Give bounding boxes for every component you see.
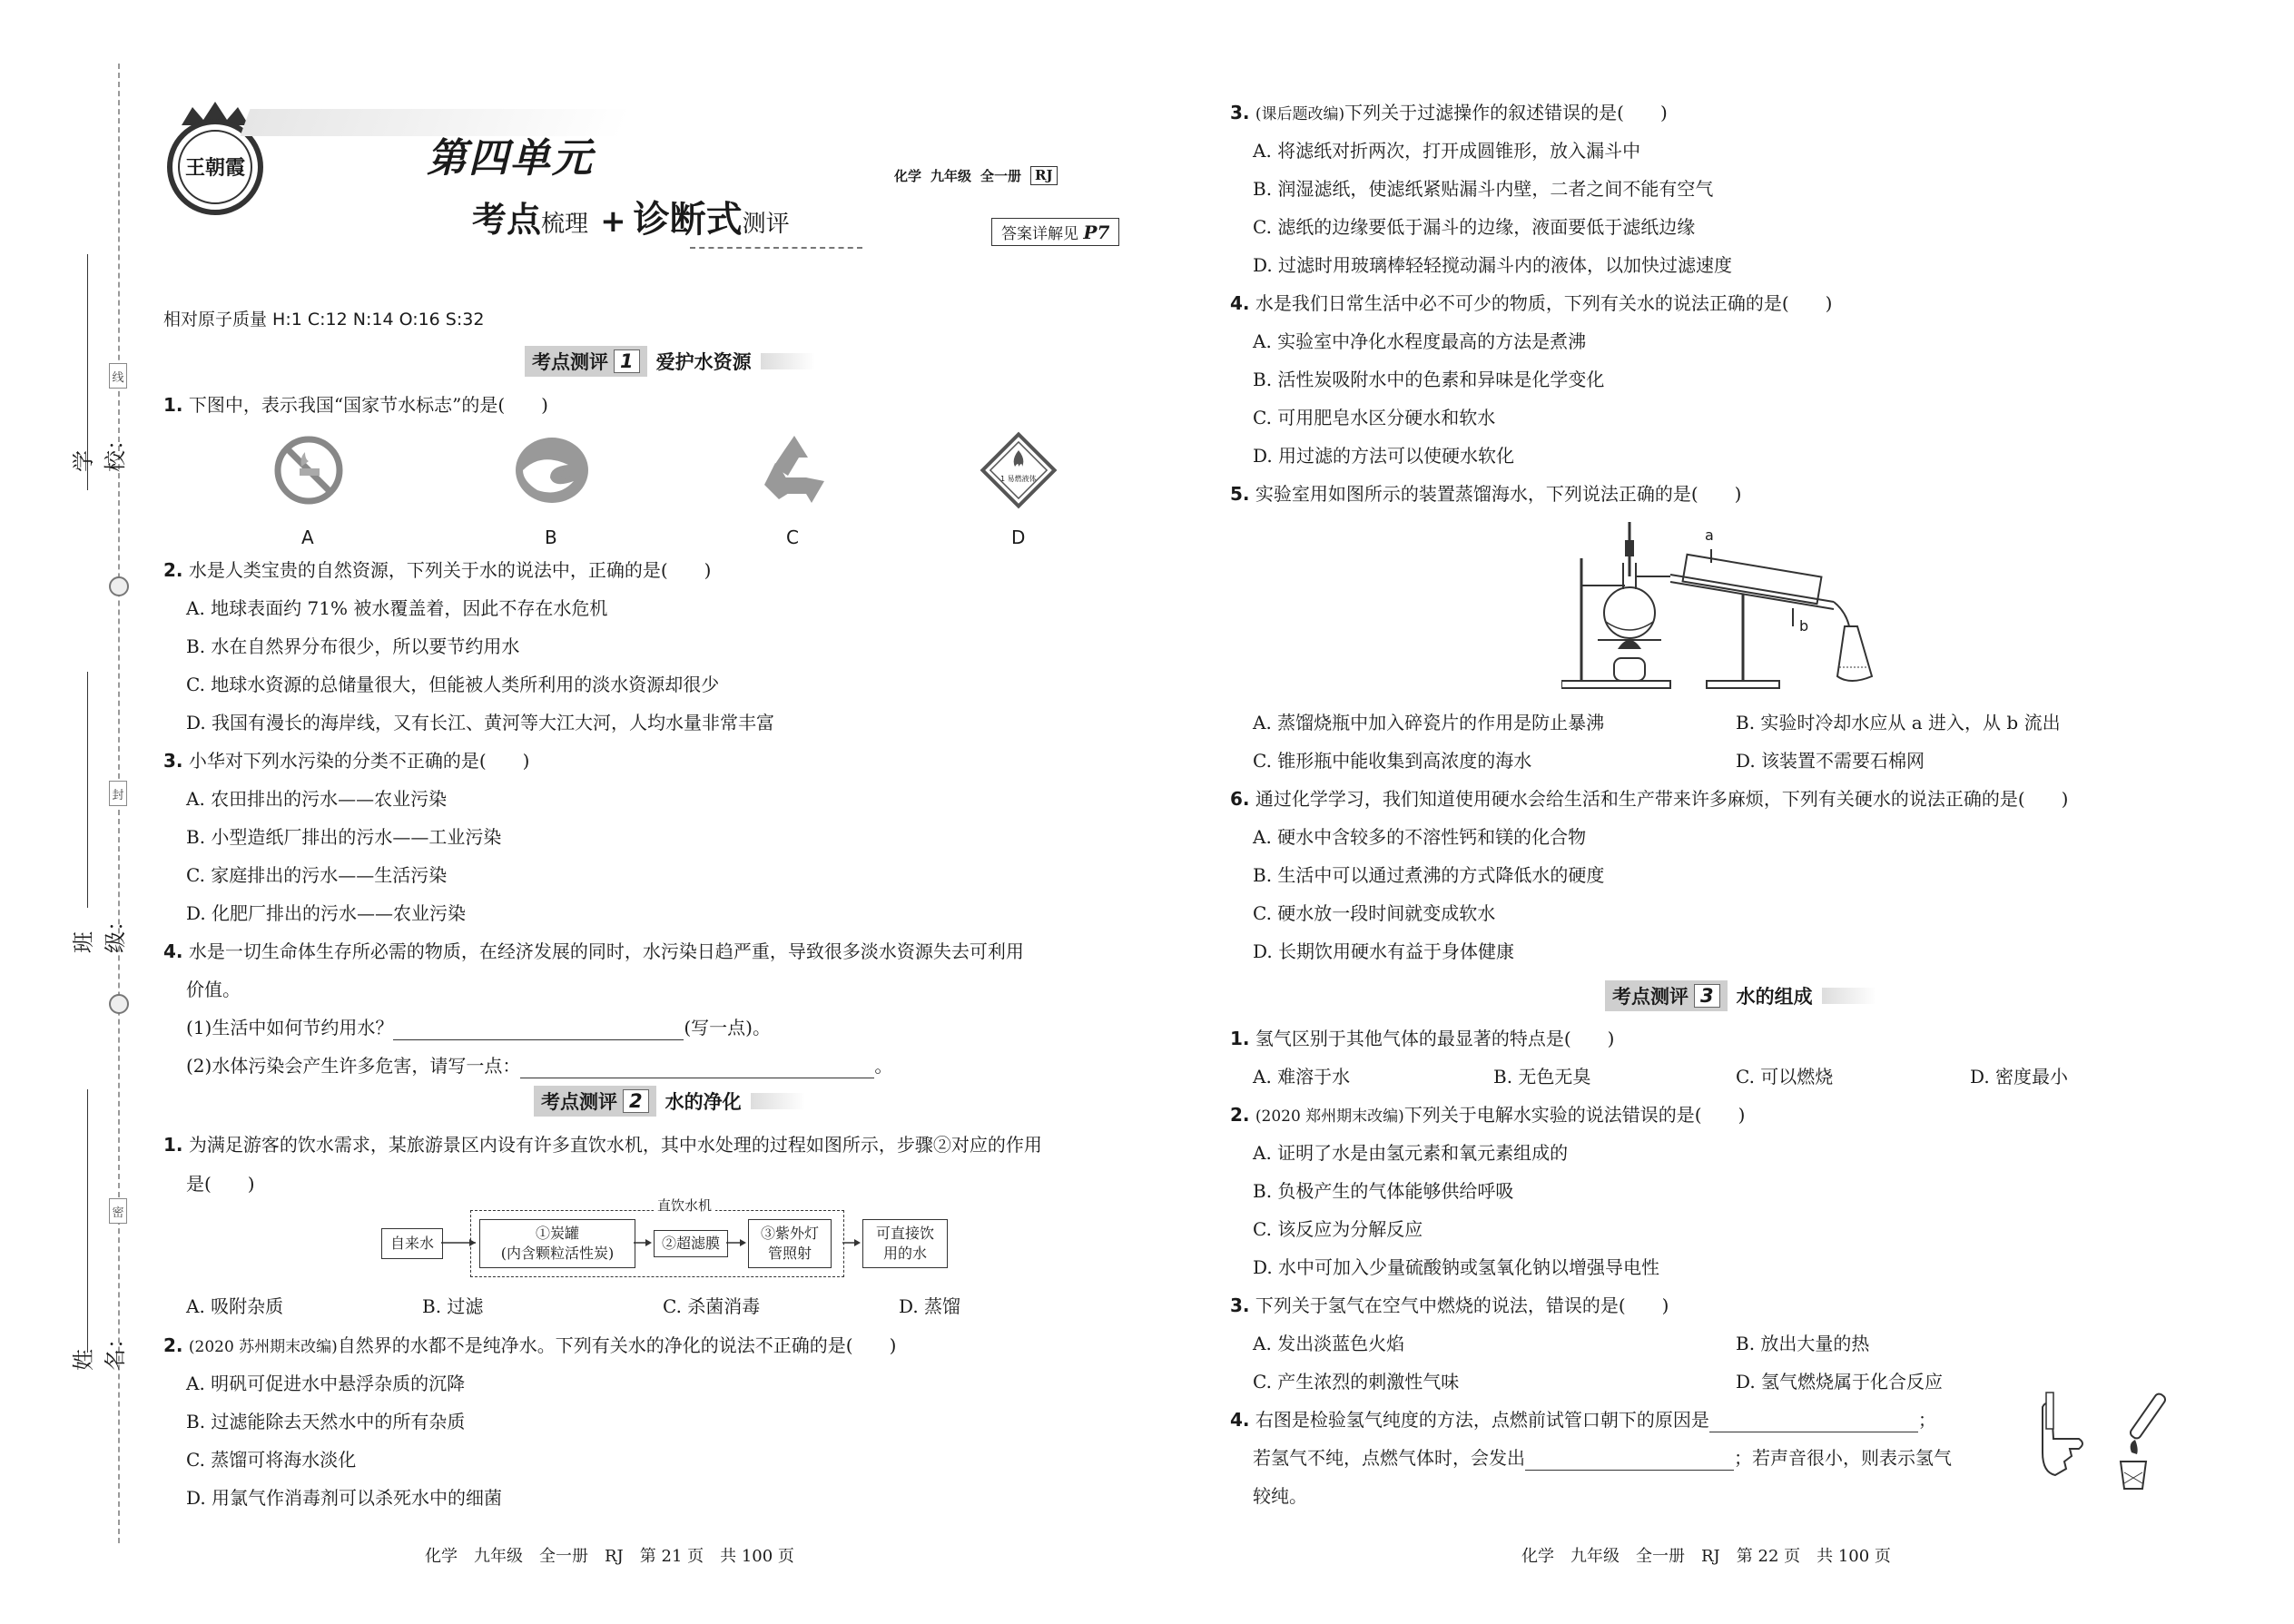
distillation-apparatus-icon <box>1561 522 1906 694</box>
subtitle-zhenduan: 诊断式 <box>633 199 743 241</box>
option: D. 水中可加入少量硫酸钠或氢氧化钠以增强导电性 <box>1253 1256 1660 1278</box>
school-label: 学校： <box>71 428 128 472</box>
question-text-cont: 较纯。 <box>1253 1485 1307 1507</box>
question-text: 5. 实验室用如图所示的装置蒸馏海水，下列说法正确的是( ) <box>1230 483 1742 505</box>
option: B. 无色无臭 <box>1493 1066 1591 1088</box>
flow-step1: ①炭罐 (内含颗粒活性炭) <box>479 1219 635 1268</box>
option: C. 杀菌消毒 <box>663 1295 761 1317</box>
name-label: 姓名： <box>71 1327 128 1371</box>
binding-margin <box>0 0 163 1624</box>
question-text: 4. 水是我们日常生活中必不可少的物质，下列有关水的说法正确的是( ) <box>1230 292 1833 314</box>
section-title: 水的净化 <box>665 1091 742 1113</box>
flow-diagram <box>381 1197 962 1284</box>
label-b: b <box>1799 617 1809 635</box>
option: D. 我国有漫长的海岸线，又有长江、黄河等大江大河，人均水量非常丰富 <box>186 712 775 733</box>
section-decoration <box>761 353 815 369</box>
option: C. 硬水放一段时间就变成软水 <box>1253 902 1496 924</box>
page-footer-left: 化学 九年级 全一册 RJ 第 21 页 共 100 页 <box>425 1547 794 1566</box>
option: D. 蒸馏 <box>899 1295 961 1317</box>
option: C. 该反应为分解反应 <box>1253 1218 1423 1240</box>
question-text-cont: 价值。 <box>186 979 241 1000</box>
section-header-2 <box>534 1088 805 1115</box>
option: D. 密度最小 <box>1970 1066 2069 1088</box>
answer-ref-box <box>991 218 1119 246</box>
option: B. 小型造纸厂排出的污水——工业污染 <box>186 826 502 848</box>
option: D. 用氯气作消毒剂可以杀死水中的细菌 <box>186 1487 503 1509</box>
section-title: 水的组成 <box>1736 986 1813 1008</box>
option: D. 氢气燃烧属于化合反应 <box>1736 1371 1944 1393</box>
binding-hole-icon <box>109 994 129 1014</box>
header-dash-line <box>690 247 862 249</box>
answer-blank[interactable] <box>1525 1470 1734 1471</box>
question-text: 2. (2020 苏州期末改编)自然界的水都不是纯净水。下列有关水的净化的说法不正确的是( ) <box>163 1334 897 1356</box>
subtitle-plus: + <box>600 203 626 240</box>
unit-title: 第四单元 <box>427 135 594 182</box>
option: D. 过滤时用玻璃棒轻轻搅动漏斗内的液体，以加快过滤速度 <box>1253 254 1733 276</box>
question-text: 1. 下图中，表示我国“国家节水标志”的是( ) <box>163 394 548 416</box>
question-text: 6. 通过化学学习，我们知道使用硬水会给生活和生产带来许多麻烦，下列有关硬水的说法正确的是( ) <box>1230 788 2069 810</box>
book-subject: 化学 <box>894 168 922 184</box>
option: A. 明矾可促进水中悬浮杂质的沉降 <box>186 1373 466 1394</box>
section-title: 爱护水资源 <box>655 351 752 373</box>
subtitle-shuli: 梳理 <box>541 211 589 238</box>
question-text: 3. (课后题改编)下列关于过滤操作的叙述错误的是( ) <box>1230 102 1668 123</box>
flow-arrows <box>381 1203 962 1284</box>
question-text: 1. 为满足游客的饮水需求，某旅游景区内设有许多直饮水机，其中水处理的过程如图所示，步骤②对应的作用 <box>163 1134 1042 1156</box>
sub-question: (1)生活中如何节约用水？ (写一点)。 <box>186 1017 771 1038</box>
option-label-c: C <box>786 527 799 548</box>
section-decoration <box>751 1093 805 1109</box>
option: C. 可以燃烧 <box>1736 1066 1834 1088</box>
subtitle-kaodian: 考点 <box>472 200 542 240</box>
question-text: 2. (2020 郑州期末改编)下列关于电解水实验的说法错误的是( ) <box>1230 1104 1746 1126</box>
question-text: 1. 氢气区别于其他气体的最显著的特点是( ) <box>1230 1028 1615 1049</box>
section-tag: 考点测评 <box>541 1091 617 1113</box>
option: C. 锥形瓶中能收集到高浓度的海水 <box>1253 750 1532 772</box>
option: A. 将滤纸对折两次，打开成圆锥形，放入漏斗中 <box>1253 140 1641 162</box>
option: A. 难溶于水 <box>1253 1066 1351 1088</box>
option-label-b: B <box>545 527 557 548</box>
hazard-label: 1 易燃液体 <box>1000 475 1037 483</box>
flow-end: 可直接饮 用的水 <box>862 1219 948 1268</box>
answer-ref-page: P7 <box>1083 221 1110 243</box>
section-num: 1 <box>614 349 640 373</box>
option: A. 吸附杂质 <box>186 1295 284 1317</box>
class-label: 班级： <box>71 910 128 953</box>
logo-text: 王朝霞 <box>184 157 245 180</box>
option: B. 过滤 <box>422 1295 484 1317</box>
section-num: 2 <box>623 1089 649 1113</box>
hydrogen-test-icon <box>2033 1389 2179 1507</box>
option: A. 发出淡蓝色火焰 <box>1253 1333 1405 1354</box>
option: C. 家庭排出的污水——生活污染 <box>186 864 448 886</box>
section-header-1 <box>525 348 815 375</box>
option: B. 过滤能除去天然水中的所有杂质 <box>186 1411 466 1432</box>
question-text: 4. 右图是检验氢气纯度的方法，点燃前试管口朝下的原因是 ； <box>1230 1409 1936 1431</box>
subtitle-ceping: 测评 <box>742 211 790 238</box>
seal-feng: 封 <box>109 781 127 806</box>
section-decoration <box>1822 988 1876 1004</box>
book-info <box>894 166 1058 185</box>
option: B. 活性炭吸附水中的色素和异味是化学变化 <box>1253 369 1605 390</box>
subtitle <box>472 191 790 242</box>
section-num: 3 <box>1694 984 1720 1008</box>
no-fire-sign-icon <box>272 434 345 510</box>
option: B. 实验时冷却水应从 a 进入，从 b 流出 <box>1736 712 2061 733</box>
option: A. 蒸馏烧瓶中加入碎瓷片的作用是防止暴沸 <box>1253 712 1605 733</box>
question-text: 2. 水是人类宝贵的自然资源，下列关于水的说法中，正确的是( ) <box>163 559 712 581</box>
option: D. 该装置不需要石棉网 <box>1736 750 1925 772</box>
option-label-a: A <box>301 527 314 548</box>
option: D. 化肥厂排出的污水——农业污染 <box>186 902 467 924</box>
seal-mi: 密 <box>109 1198 127 1224</box>
option: A. 硬水中含较多的不溶性钙和镁的化合物 <box>1253 826 1587 848</box>
answer-blank[interactable] <box>393 1039 684 1040</box>
option: C. 滤纸的边缘要低于漏斗的边缘，液面要低于滤纸边缘 <box>1253 216 1696 238</box>
page-footer-right: 化学 九年级 全一册 RJ 第 22 页 共 100 页 <box>1521 1547 1891 1566</box>
sub-question: (2)水体污染会产生许多危害，请写一点： 。 <box>186 1055 893 1077</box>
water-saving-sign-icon <box>514 434 590 510</box>
book-edition: RJ <box>1030 166 1058 185</box>
label-a: a <box>1705 527 1714 544</box>
flow-start: 自来水 <box>381 1228 443 1259</box>
seal-xian: 线 <box>109 363 127 389</box>
question-text: 4. 水是一切生命体生存所必需的物质，在经济发展的同时，水污染日趋严重，导致很多淡水资源失去可利用 <box>163 940 1024 962</box>
section-header-3 <box>1605 982 1876 1009</box>
class-underline <box>87 672 88 908</box>
option: B. 放出大量的热 <box>1736 1333 1870 1354</box>
option: C. 产生浓烈的刺激性气味 <box>1253 1371 1460 1393</box>
option: B. 负极产生的气体能够供给呼吸 <box>1253 1180 1514 1202</box>
section-tag: 考点测评 <box>1612 986 1689 1008</box>
section-tag: 考点测评 <box>532 351 608 373</box>
option: B. 润湿滤纸，使滤纸紧贴漏斗内壁，二者之间不能有空气 <box>1253 178 1714 200</box>
option: D. 长期饮用硬水有益于身体健康 <box>1253 940 1515 962</box>
binding-hole-icon <box>109 576 129 596</box>
flow-step2: ②超滤膜 <box>654 1230 728 1257</box>
option: C. 地球水资源的总储量很大，但能被人类所利用的淡水资源却很少 <box>186 674 720 695</box>
question-text-cont: 是( ) <box>186 1173 255 1195</box>
question-text: 3. 小华对下列水污染的分类不正确的是( ) <box>163 750 530 772</box>
option-label-d: D <box>1011 527 1026 548</box>
flammable-liquid-sign-icon <box>977 428 1060 516</box>
answer-ref-text: 答案详解见 <box>1001 225 1078 243</box>
option: A. 证明了水是由氢元素和氧元素组成的 <box>1253 1142 1569 1164</box>
option: A. 地球表面约 71% 被水覆盖着，因此不存在水危机 <box>186 597 608 619</box>
option: B. 水在自然界分布很少，所以要节约用水 <box>186 635 520 657</box>
book-grade: 九年级 <box>930 168 972 184</box>
machine-label: 直饮水机 <box>654 1196 715 1215</box>
option: B. 生活中可以通过煮沸的方式降低水的硬度 <box>1253 864 1605 886</box>
question-text: 3. 下列关于氢气在空气中燃烧的说法，错误的是( ) <box>1230 1294 1669 1316</box>
option: A. 农田排出的污水——农业污染 <box>186 788 448 810</box>
option: A. 实验室中净化水程度最高的方法是煮沸 <box>1253 330 1587 352</box>
name-underline <box>87 1089 88 1353</box>
book-volume: 全一册 <box>980 168 1022 184</box>
recycle-sign-icon <box>755 430 833 512</box>
question-text-cont: 若氢气不纯，点燃气体时，会发出 ；若声音很小，则表示氢气 <box>1253 1447 1952 1469</box>
option: C. 蒸馏可将海水淡化 <box>186 1449 357 1471</box>
flow-step3: ③紫外灯 管照射 <box>748 1219 832 1268</box>
atomic-mass-line: 相对原子质量 H:1 C:12 N:14 O:16 S:32 <box>163 310 485 330</box>
option: C. 可用肥皂水区分硬水和软水 <box>1253 407 1496 428</box>
option: D. 用过滤的方法可以使硬水软化 <box>1253 445 1515 467</box>
